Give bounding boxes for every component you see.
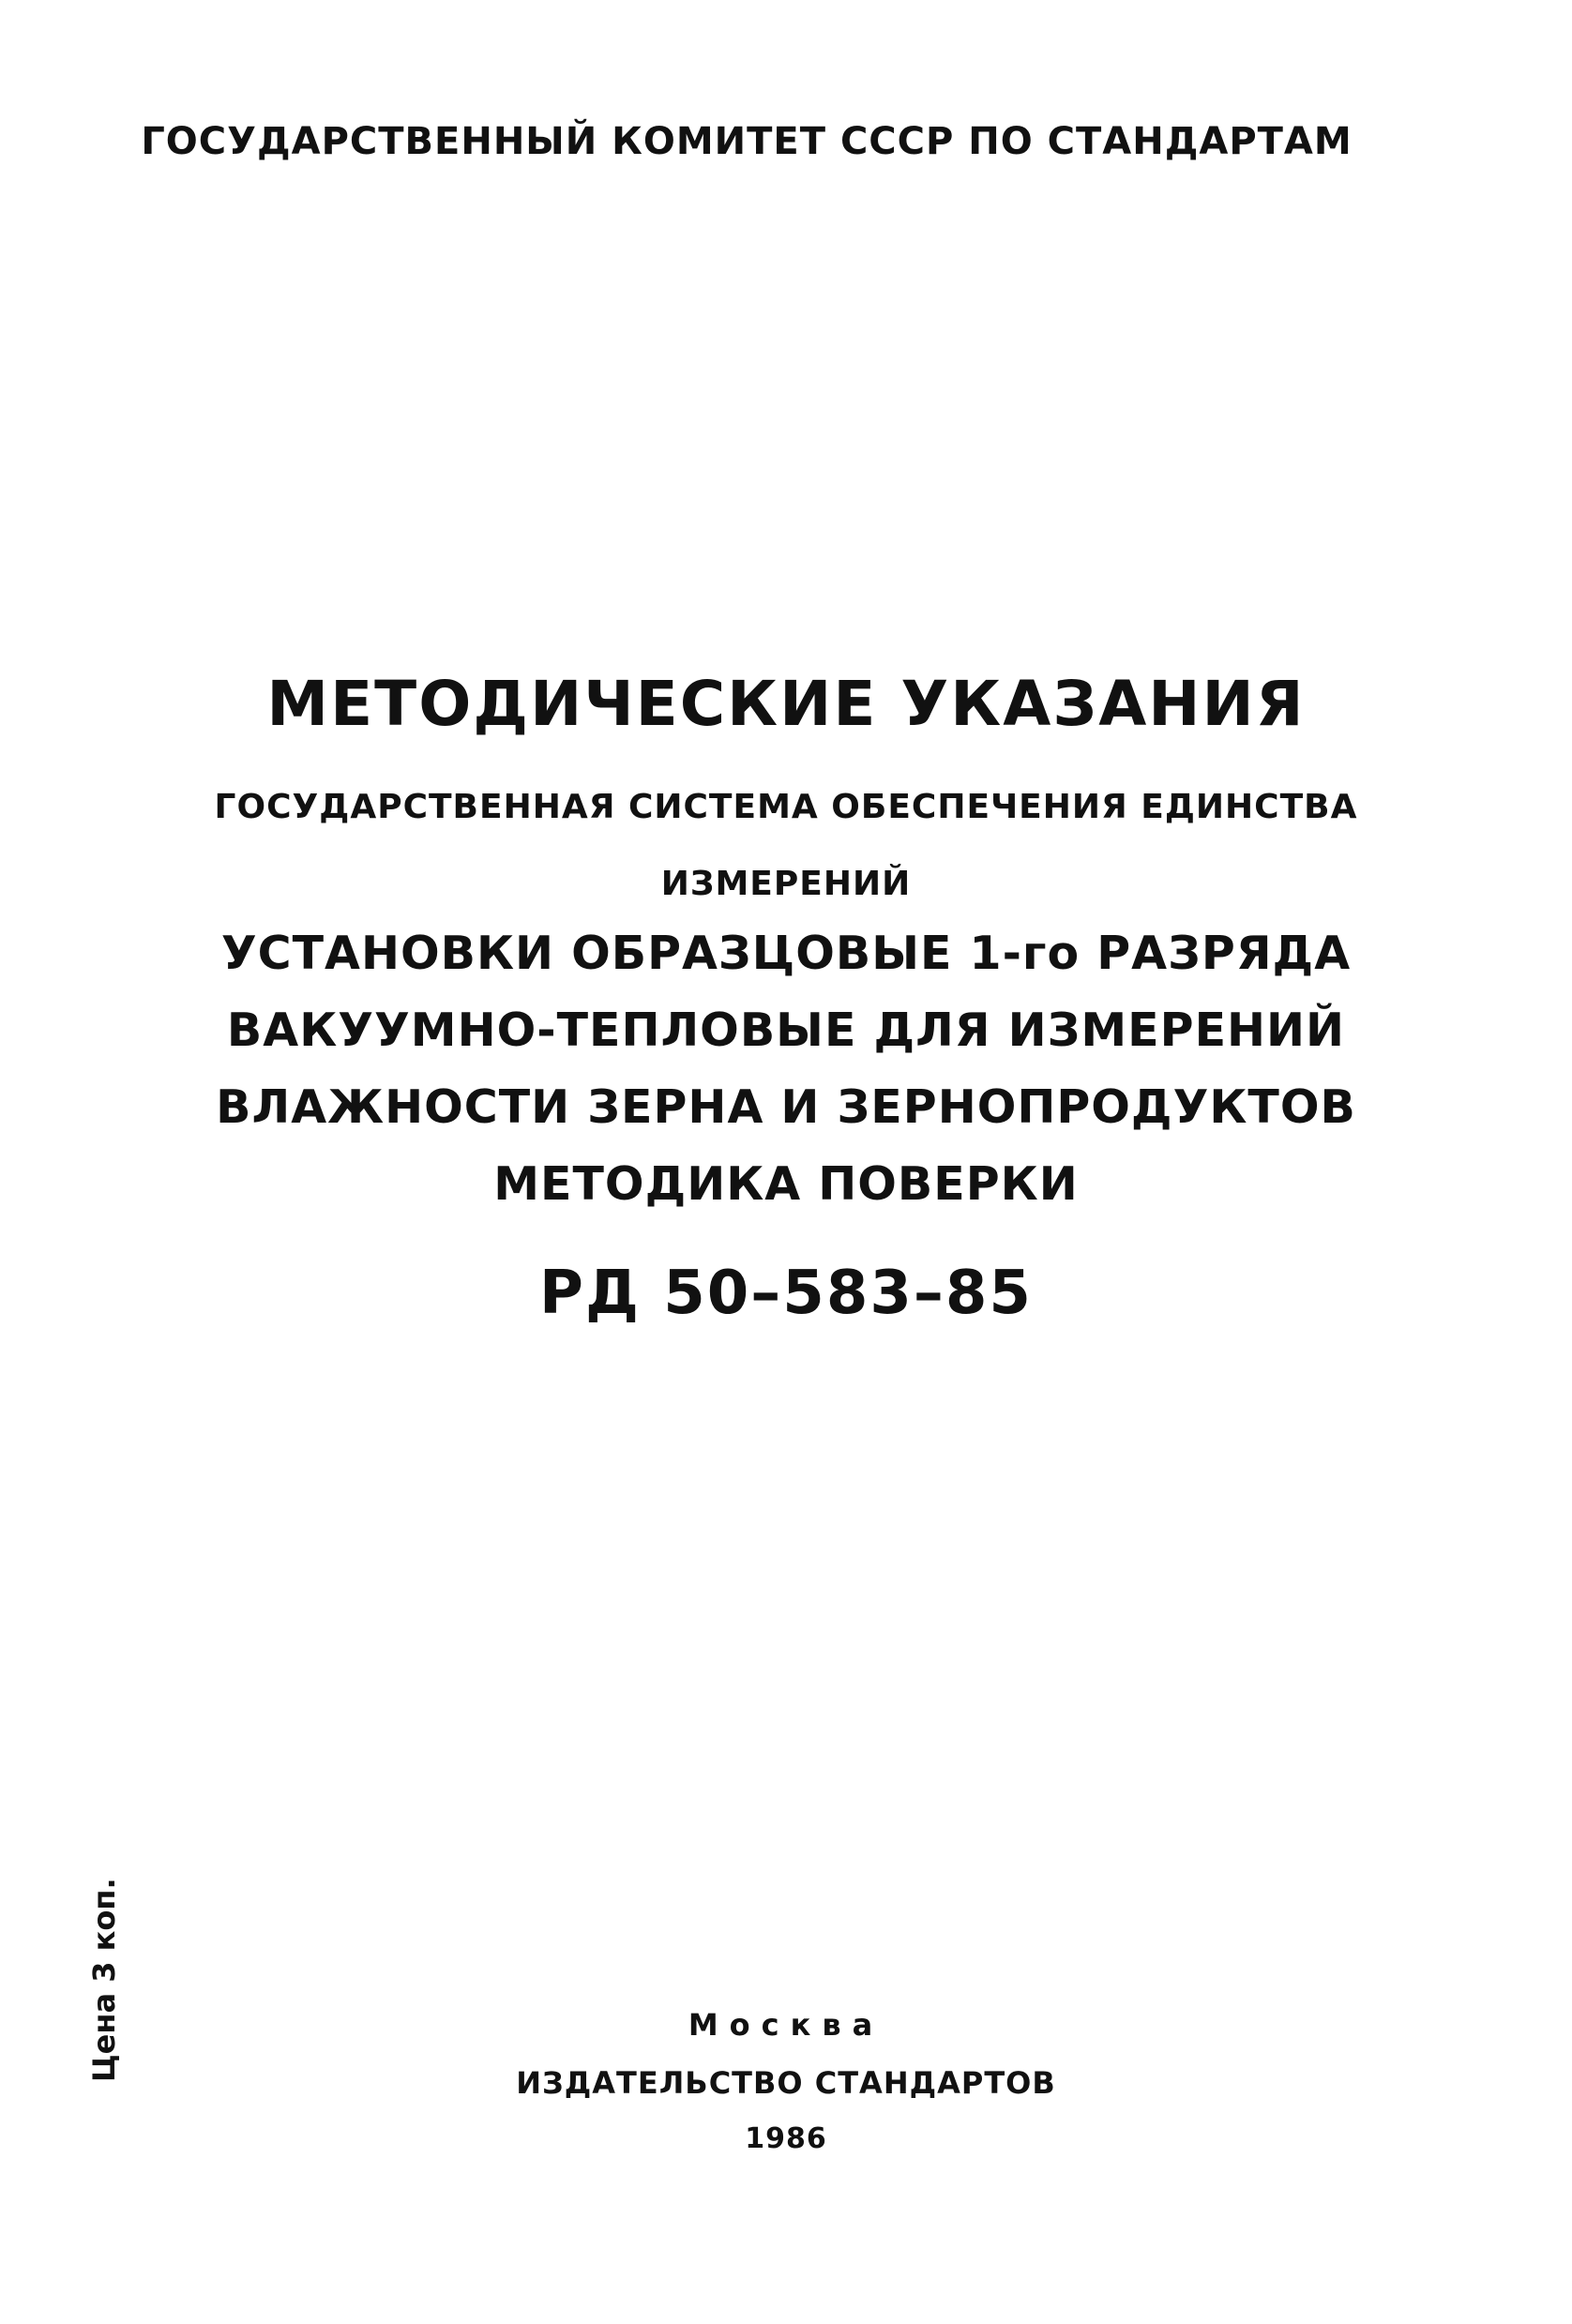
committee-header: ГОСУДАРСТВЕННЫЙ КОМИТЕТ СССР ПО СТАНДАРТАМ: [141, 120, 1353, 163]
title-line-1: УСТАНОВКИ ОБРАЗЦОВЫЕ 1-го РАЗРЯДА: [220, 927, 1352, 980]
publication-city: Москва: [688, 2007, 884, 2043]
title-line-4: МЕТОДИКА ПОВЕРКИ: [493, 1157, 1079, 1211]
document-type: МЕТОДИЧЕСКИЕ УКАЗАНИЯ: [266, 668, 1306, 740]
system-line-2: ИЗМЕРЕНИЙ: [660, 865, 912, 903]
publisher-name: ИЗДАТЕЛЬСТВО СТАНДАРТОВ: [516, 2065, 1056, 2101]
publication-year: 1986: [745, 2122, 827, 2155]
document-number: РД 50–583–85: [539, 1259, 1033, 1328]
title-line-3: ВЛАЖНОСТИ ЗЕРНА И ЗЕРНОПРОДУКТОВ: [216, 1080, 1356, 1134]
system-line-1: ГОСУДАРСТВЕННАЯ СИСТЕМА ОБЕСПЕЧЕНИЯ ЕДИНСТВА: [214, 788, 1358, 826]
price-label: Цена 3 коп.: [86, 1878, 122, 2082]
title-line-2: ВАКУУМНО-ТЕПЛОВЫЕ ДЛЯ ИЗМЕРЕНИЙ: [226, 1004, 1346, 1057]
